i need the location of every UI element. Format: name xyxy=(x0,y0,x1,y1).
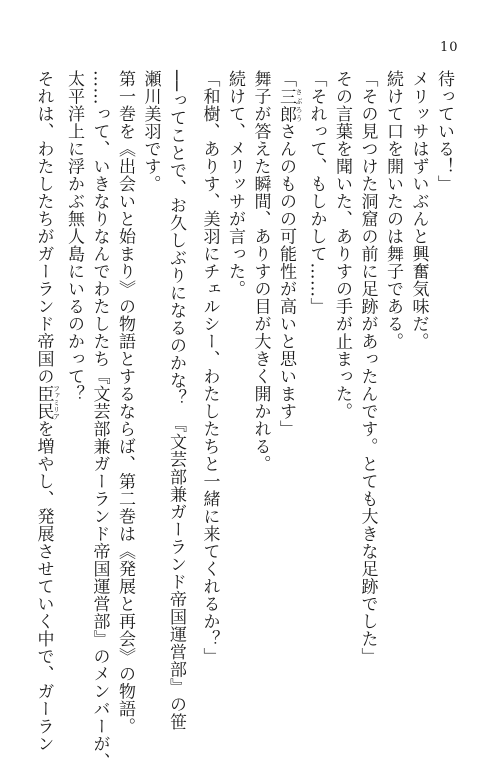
text-line-8: 舞子が答えた瞬間、ありすの目が大きく開かれる。 xyxy=(250,70,271,473)
text-line-7: 「三郎 さぶろうさんのものの可能性が高いと思います」 xyxy=(276,70,303,438)
text-line-5: その言葉を聞いた、ありすの手が止まった。 xyxy=(332,70,352,420)
text-line-10: 「和樹、ありす、美羽にチェルシー、わたしたちと一緒に来てくれるか？」 xyxy=(199,70,220,665)
text-line-12: 瀬川美羽です。 xyxy=(140,70,161,193)
text-line-11: ──ってことで、お久しぶりになるのかな？ 『文芸部兼ガーランド帝国運営部』の笹 xyxy=(166,70,186,731)
text-line-2: メリッサはずいぶんと興奮気味だ。 xyxy=(408,70,429,350)
text-line-9: 続けて、メリッサが言った。 xyxy=(225,70,245,298)
vertical-text-block xyxy=(30,70,456,770)
text-line-14: ……って、いきなりなんでわたしたち『文芸部兼ガーランド帝国運営部』のメンバーが、 xyxy=(89,70,110,770)
text-line-6: 「それって、もしかして……」 xyxy=(306,70,327,315)
text-line-15: 太平洋上に浮かぶ無人島にいるのかって？ xyxy=(64,70,84,403)
text-line-16: それは、わたしたちがガーランド帝国の臣民 ファミリアを増やし、発展させていく中で、ガーラン xyxy=(33,70,61,753)
ruby-familia: 臣民 ファミリア xyxy=(33,385,61,420)
page-number: 10 xyxy=(440,40,459,55)
text-line-3: 続けて口を開いたのは舞子である。 xyxy=(383,70,403,350)
ruby-saburo: 三郎 さぶろう xyxy=(276,87,303,123)
text-line-1: 待っている！」 xyxy=(434,70,454,193)
text-line-13: 第一巻を《出会いと始まり》の物語とするならば、第二巻は《発展と再会》の物語。 xyxy=(115,70,135,735)
section-break xyxy=(188,70,196,670)
text-line-4: 「その見つけた洞窟の前に足跡があったんです。とても大きな足跡でした」 xyxy=(357,70,378,665)
